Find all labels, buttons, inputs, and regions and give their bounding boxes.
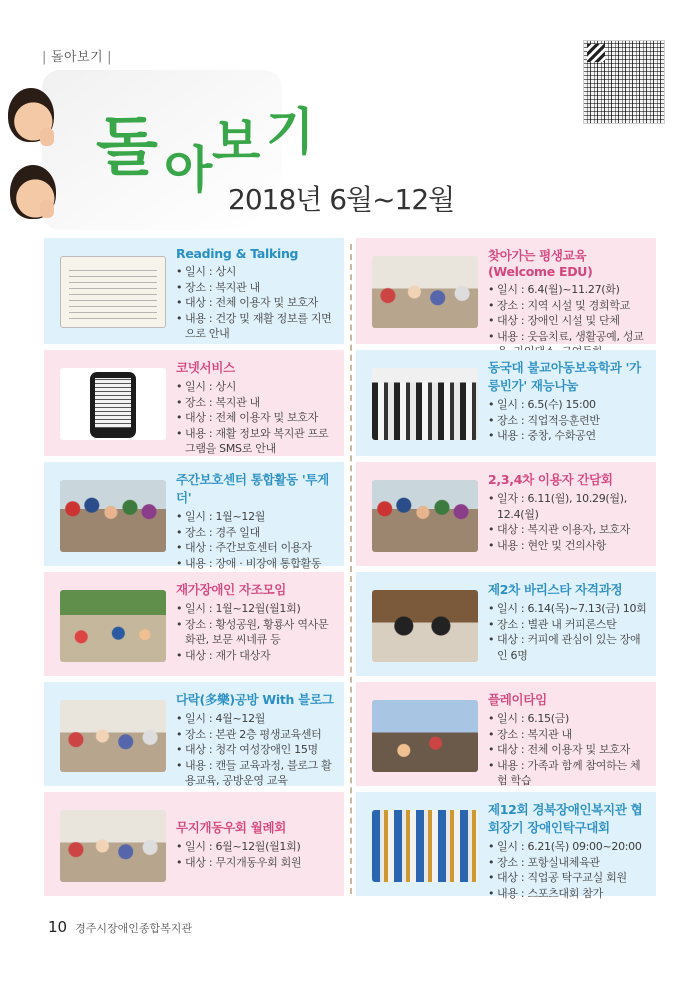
detail-item: • 장소 : 황성공원, 황룡사 역사문화관, 보문 씨네큐 등 <box>176 617 336 648</box>
qr-code <box>583 40 665 124</box>
program-photo <box>372 810 478 882</box>
detail-item: • 내용 : 웃음치료, 생활공예, 성교 <box>488 329 648 360</box>
detail-item: • 내용 : 스포츠대회 참가 <box>488 886 648 902</box>
detail-item: • 일시 : 1월~12월 <box>176 509 336 525</box>
detail-item: • 장소 : 별관 내 커피론스탄 <box>488 617 648 633</box>
program-card <box>356 238 656 344</box>
detail-item: • 내용 : 캔들 교육과정, 블로그 활용교육, 공방운영 교육 <box>176 758 336 789</box>
program-card <box>44 682 344 786</box>
detail-item: • 내용 : 건강 및 재활 정보를 지면으로 안내 <box>176 311 336 342</box>
program-title: 플레이타임 <box>488 692 547 707</box>
detail-item: • 내용 : 재활 정보와 복지관 프로그램을 SMS로 안내 <box>176 426 336 457</box>
program-title: 다락(多樂)공방 With 블로그 <box>176 692 334 707</box>
program-card <box>356 682 656 786</box>
title-char: 보 <box>212 113 259 171</box>
program-title: 2,3,4차 이용자 간담회 <box>488 472 613 487</box>
program-photo <box>372 480 478 552</box>
section-tag-label: 돌아보기 <box>50 50 104 65</box>
program-details <box>488 839 648 901</box>
title-char: 돌 <box>96 111 154 185</box>
program-photo <box>60 590 166 662</box>
program-card <box>44 792 344 896</box>
program-card <box>44 350 344 456</box>
detail-item: • 일시 : 6.14(목)~7.13(금) 10회 <box>488 601 648 617</box>
program-title: 코넷서비스 <box>176 360 235 375</box>
program-details <box>176 601 336 663</box>
detail-item: • 장소 : 지역 시설 및 경희학교 <box>488 298 648 314</box>
detail-item: • 장소 : 본관 2층 평생교육센터 <box>176 727 336 743</box>
detail-item: • 일시 : 상시 <box>176 264 336 280</box>
detail-item: • 대상 : 무지개동우회 회원 <box>176 855 336 871</box>
detail-item: • 일시 : 6.15(금) <box>488 711 648 727</box>
program-details <box>488 397 648 444</box>
program-card <box>44 238 344 344</box>
detail-item: • 내용 : 가족과 함께 참여하는 체험 학습 <box>488 758 648 789</box>
program-photo <box>60 700 166 772</box>
page-number: 10 <box>48 918 68 936</box>
detail-item: • 대상 : 전체 이용자 및 보호자 <box>488 742 648 758</box>
detail-item: • 일시 : 4월~12월 <box>176 711 336 727</box>
program-photo <box>60 256 166 328</box>
program-title: 찾아가는 평생교육(Welcome EDU) <box>488 248 593 279</box>
detail-item: • 대상 : 장애인 시설 및 단체 <box>488 313 648 329</box>
program-details <box>176 839 336 870</box>
detail-item: • 내용 : 중창, 수화공연 <box>488 428 648 444</box>
detail-item: • 일시 : 6.21(목) 09:00~20:00 <box>488 839 648 855</box>
program-details <box>488 711 648 789</box>
detail-item: • 장소 : 복지관 내 <box>488 727 648 743</box>
program-details <box>488 282 648 360</box>
program-title: Reading & Talking <box>176 246 299 261</box>
detail-item: • 일시 : 6.4(월)~11.27(화) <box>488 282 648 298</box>
detail-item: • 대상 : 전체 이용자 및 보호자 <box>176 410 336 426</box>
detail-item: • 일자 : 6.11(월), 10.29(월), 12.4(월) <box>488 491 648 522</box>
program-details <box>176 379 336 457</box>
organization-name: 경주시장애인종합복지관 <box>75 922 192 935</box>
detail-item: • 일시 : 6.5(수) 15:00 <box>488 397 648 413</box>
detail-item: • 내용 : 현안 및 건의사항 <box>488 538 648 554</box>
detail-item: • 장소 : 포항실내체육관 <box>488 855 648 871</box>
program-title: 주간보호센터 통합활동 '투게더' <box>176 472 329 505</box>
program-photo <box>372 256 478 328</box>
detail-item: • 대상 : 재가 대상자 <box>176 648 336 664</box>
detail-item: • 내용 : 장애 · 비장애 통합활동 <box>176 556 336 572</box>
detail-item: • 대상 : 복지관 이용자, 보호자 <box>488 522 648 538</box>
program-photo <box>60 480 166 552</box>
program-details <box>176 711 336 789</box>
section-tag: | 돌아보기 | <box>42 50 113 65</box>
title-char: 아 <box>164 141 213 199</box>
program-photo <box>60 368 166 440</box>
program-title: 동국대 불교아동보육학과 '가릉빈가' 재능나눔 <box>488 360 641 393</box>
detail-item: • 장소 : 복지관 내 <box>176 280 336 296</box>
detail-item: • 일시 : 1월~12월(월1회) <box>176 601 336 617</box>
detail-item: • 장소 : 직업적응훈련반 <box>488 413 648 429</box>
detail-item: • 대상 : 청각 여성장애인 15명 <box>176 742 336 758</box>
program-card <box>44 572 344 676</box>
program-title: 재가장애인 자조모임 <box>176 582 287 597</box>
program-title: 제2차 바리스타 자격과정 <box>488 582 623 597</box>
detail-item: • 대상 : 직업공 탁구교실 회원 <box>488 870 648 886</box>
program-card <box>356 462 656 566</box>
program-photo <box>60 810 166 882</box>
detail-item: • 대상 : 커피에 관심이 있는 장애인 6명 <box>488 632 648 663</box>
detail-item: • 장소 : 경주 일대 <box>176 525 336 541</box>
page-footer <box>48 918 192 936</box>
column-divider <box>350 244 352 894</box>
detail-item: • 일시 : 상시 <box>176 379 336 395</box>
child-hand <box>40 128 54 146</box>
detail-item: • 장소 : 복지관 내 <box>176 395 336 411</box>
program-photo <box>372 590 478 662</box>
detail-item: • 일시 : 6월~12월(월1회) <box>176 839 336 855</box>
program-title: 제12회 경북장애인복지관 협회장기 장애인탁구대회 <box>488 802 643 835</box>
program-card <box>356 792 656 900</box>
title-char: 기 <box>266 103 315 161</box>
program-card <box>356 350 656 456</box>
program-photo <box>372 368 478 440</box>
program-title: 무지개동우회 월례회 <box>176 820 287 835</box>
program-details <box>488 491 648 553</box>
program-details <box>176 264 336 342</box>
detail-item: • 대상 : 주간보호센터 이용자 <box>176 540 336 556</box>
program-details <box>488 601 648 663</box>
program-card <box>44 462 344 570</box>
detail-item: • 대상 : 전체 이용자 및 보호자 <box>176 295 336 311</box>
program-photo <box>372 700 478 772</box>
program-card <box>356 572 656 676</box>
child-hand <box>40 200 54 218</box>
date-range: 2018년 6월~12월 <box>228 183 455 216</box>
program-details <box>176 509 336 571</box>
